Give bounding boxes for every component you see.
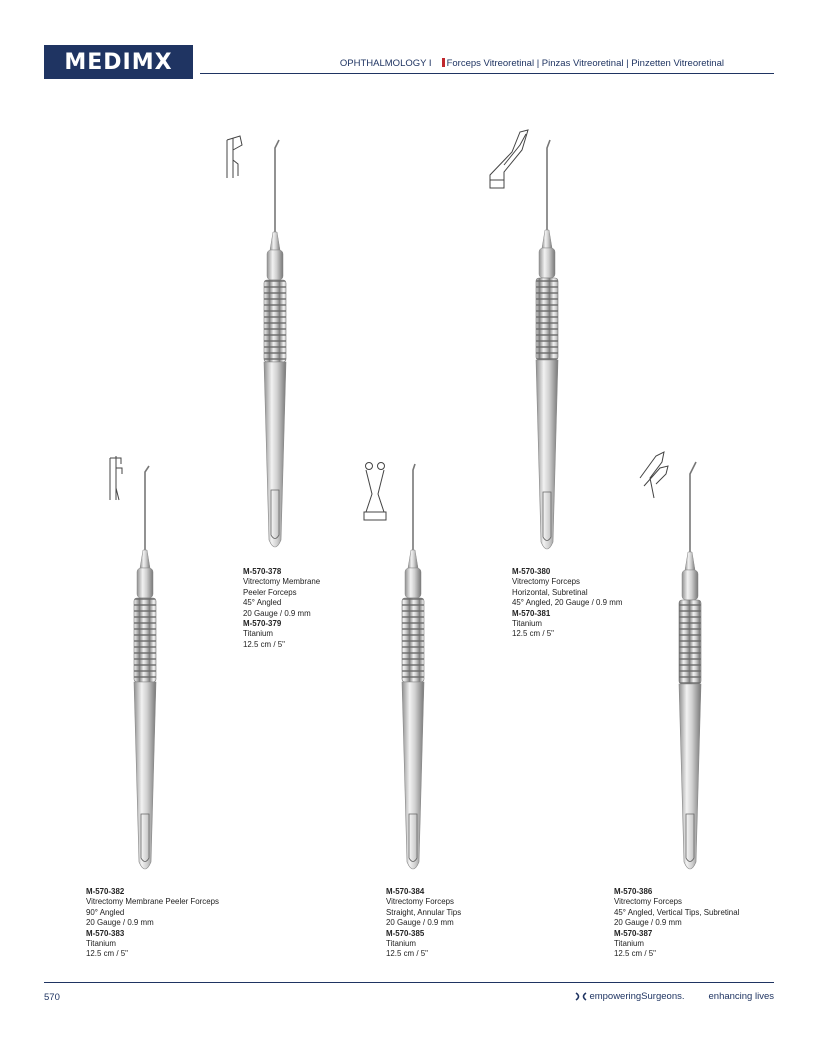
product-code: M-570-386 xyxy=(614,886,653,896)
product-alt-code: M-570-381 xyxy=(512,607,551,618)
section-label: OPHTHALMOLOGY I xyxy=(339,58,432,69)
product-code: M-570-380 xyxy=(512,566,551,576)
instrument-m-570-382 xyxy=(110,456,156,869)
product-block-m-570-382 xyxy=(86,886,219,959)
product-block-m-570-384 xyxy=(386,886,461,959)
product-desc: 45° Angled, 20 Gauge / 0.9 mm xyxy=(512,597,623,608)
product-material: Titanium xyxy=(243,628,274,639)
product-size: 12.5 cm / 5" xyxy=(243,638,285,649)
product-material: Titanium xyxy=(86,938,117,949)
product-desc: 20 Gauge / 0.9 mm xyxy=(243,607,311,618)
product-desc: Peeler Forceps xyxy=(243,586,297,597)
medimx-mark-icon xyxy=(575,992,587,1001)
product-desc: 20 Gauge / 0.9 mm xyxy=(386,917,454,928)
product-desc: 45° Angled xyxy=(243,597,282,608)
product-code: M-570-384 xyxy=(386,886,425,896)
product-block-m-570-380 xyxy=(512,566,622,639)
product-material: Titanium xyxy=(512,618,543,629)
product-code: M-570-378 xyxy=(243,566,282,576)
product-desc: Vitrectomy Forceps xyxy=(614,896,682,907)
product-material: Titanium xyxy=(614,938,645,949)
product-size: 12.5 cm / 5" xyxy=(614,948,656,959)
tagline-b: enhancing lives xyxy=(708,991,774,1002)
product-alt-code: M-570-379 xyxy=(243,618,282,629)
product-material: Titanium xyxy=(386,938,417,949)
page-number: 570 xyxy=(44,992,60,1003)
product-size: 12.5 cm / 5" xyxy=(86,948,128,959)
product-desc: Vitrectomy Forceps xyxy=(512,576,580,587)
product-block-m-570-378 xyxy=(243,566,320,649)
logo-text: MEDIMX xyxy=(64,49,173,75)
product-code: M-570-382 xyxy=(86,886,125,896)
product-block-m-570-386 xyxy=(614,886,739,959)
product-alt-code: M-570-387 xyxy=(614,927,653,938)
product-desc: 20 Gauge / 0.9 mm xyxy=(614,917,682,928)
product-size: 12.5 cm / 5" xyxy=(512,628,554,639)
tagline-empowering xyxy=(575,991,684,1002)
product-desc: Vitrectomy Forceps xyxy=(386,896,454,907)
product-desc: Straight, Annular Tips xyxy=(386,906,462,917)
product-desc: Horizontal, Subretinal xyxy=(512,586,588,597)
product-alt-code: M-570-385 xyxy=(386,927,425,938)
instrument-m-570-386 xyxy=(640,452,701,869)
product-desc: 20 Gauge / 0.9 mm xyxy=(86,917,154,928)
product-size: 12.5 cm / 5" xyxy=(386,948,428,959)
product-desc: Vitrectomy Membrane Peeler Forceps xyxy=(86,896,219,907)
instrument-m-570-380 xyxy=(490,130,558,549)
product-desc: 45° Angled, Vertical Tips, Subretinal xyxy=(614,906,740,917)
footer-tagline xyxy=(575,991,774,1002)
footer-rule xyxy=(44,982,774,983)
tagline-a: empoweringSurgeons. xyxy=(589,991,685,1002)
product-desc: Vitrectomy Membrane xyxy=(243,576,321,587)
product-desc: 90° Angled xyxy=(86,906,125,917)
page-title: Forceps Vitreoretinal | Pinzas Vitreoretinal | Pinzetten Vitreoretinal xyxy=(446,58,724,69)
instrument-m-570-384 xyxy=(364,463,424,870)
instrument-m-570-378 xyxy=(227,136,286,547)
product-alt-code: M-570-383 xyxy=(86,927,125,938)
